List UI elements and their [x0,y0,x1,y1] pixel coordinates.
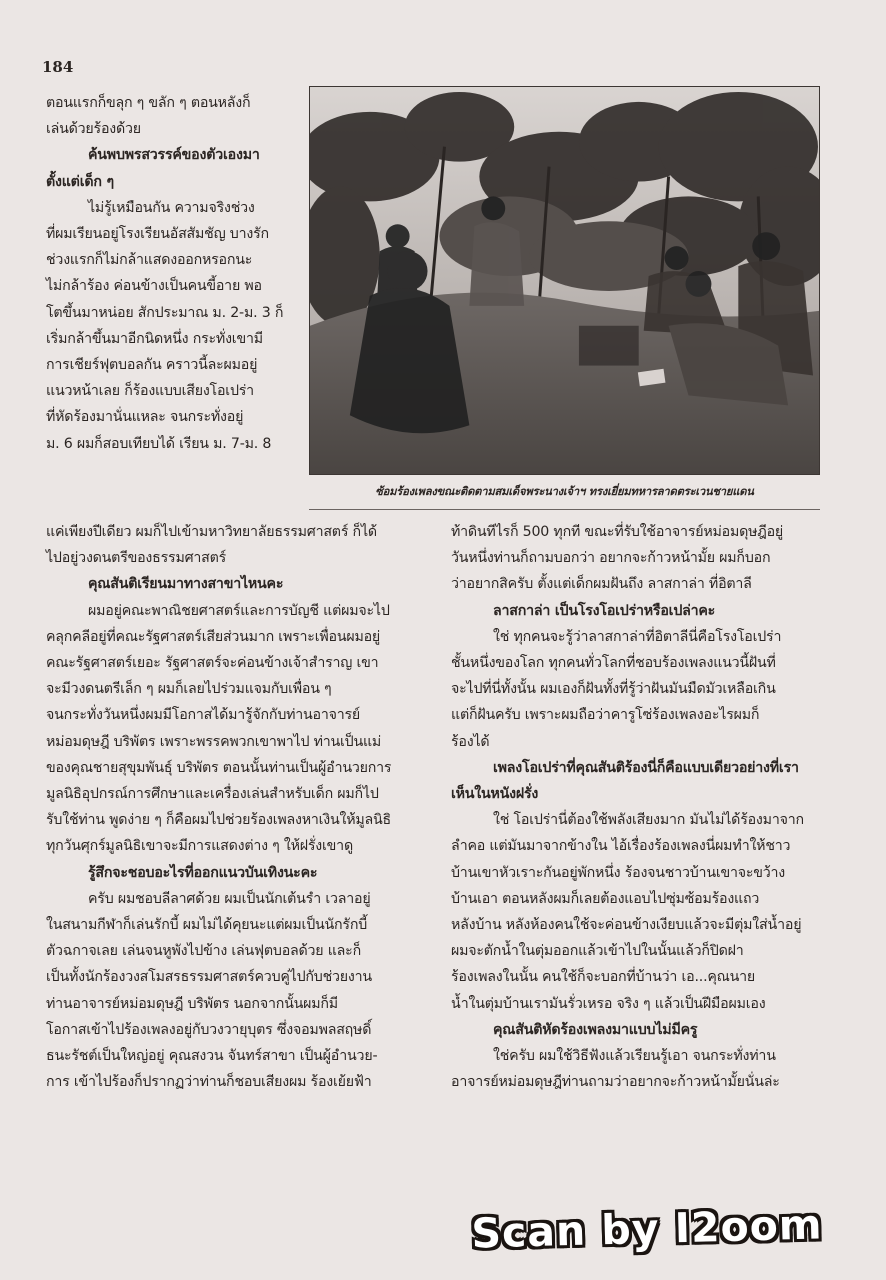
interview-question: ค้นพบพรสวรรค์ของตัวเองมา ตั้งแต่เด็ก ๆ [46,147,260,190]
scanner-watermark: Scan by I2oom [470,1200,824,1258]
interview-answer: ครับ ผมชอบลีลาศด้วย ผมเป็นนักเต้นรำ เวลาอยู่ ในสนามกีฬาก็เล่นรักบี้ ผมไม่ได้คุยนะแต่ผมเป็นนักรักบี้ ตัวฉกาจเลย เล่นจนหูพังไปข้าง เล่นฟุตบอลด้วย และก็ เป็นทั้งนักร้องวงสโมสรธรรมศาสตร์ควบคู่ไปกับช่วยงาน ท่านอาจารย์หม่อมดุษฎี บริพัตร นอกจากนั้นผมก็มี โอกาสเข้าไปร้องเพลงอยู่กับวงวายุบุตร ซึ่งจอมพลสฤษดิ์ ธนะรัชต์เป็นใหญ่อยู่ คุณสงวน จันทร์สาขา เป็นผู้อำนวย- การ เข้าไปร้องก็ปรากฏว่าท่านก็ชอบเสียงผม ร้องเย้ยฟ้า [46,890,378,1091]
page-number: 184 [42,58,74,76]
interview-question: ลาสกาล่า เป็นโรงโอเปร่าหรือเปล่าคะ [493,602,716,619]
paragraph-plain: ท้าดินทีไรก็ 500 ทุกที ขณะที่รับใช้อาจารย์หม่อมดุษฎีอยู่ วันหนึ่งท่านก็ถามบอกว่า อยากจะก้าวหน้ามั้ย ผมก็บอก ว่าอยากสิครับ ตั้งแต่เด็กผมฝันถึง ลาสกาล่า ที่อิตาลี [451,524,784,593]
top-column [46,90,298,457]
paragraph-plain: แค่เพียงปีเดียว ผมก็ไปเข้ามหาวิทยาลัยธรรมศาสตร์ ก็ได้ ไปอยู่วงดนตรีของธรรมศาสตร์ [46,524,377,567]
interview-question: คุณสันติเรียนมาทางสาขาไหนคะ [88,576,284,593]
interview-question: เพลงโอเปร่าที่คุณสันติร้องนี่ก็คือแบบเดียวอย่างที่เรา เห็นในหนังฝรั่ง [451,759,799,803]
article-photo [309,86,820,475]
left-column [46,519,429,1095]
photo-caption: ซ้อมร้องเพลงขณะติดตามสมเด็จพระนางเจ้าฯ ทรงเยี่ยมทหารลาดตระเวนชายแดน [309,478,820,510]
interview-answer: ใช่ ทุกคนจะรู้ว่าลาสกาล่าที่อิตาลีนี่คือโรงโอเปร่า ชั้นหนึ่งของโลก ทุกคนทั่วโลกที่ชอบร้องเพลงแนวนี้ฝันที่ จะไปที่นี่ทั้งนั้น ผมเองก็ฝันทั้งที่รู้ว่าฝันมันมืดมัวเหลือเกิน แต่ก็ฝันครับ เพราะผมถือว่าคารูโซ่ร้องเพลงอะไรผมก็ ร้องได้ [451,628,782,750]
interview-answer: ไม่รู้เหมือนกัน ความจริงช่วง ที่ผมเรียนอยู่โรงเรียนอัสสัมชัญ บางรัก ช่วงแรกก็ไม่กล้าแสดงออกหรอกนะ ไม่กล้าร้อง ค่อนข้างเป็นคนขี้อาย พอ โตขึ้นมาหน่อย สักประมาณ ม. 2-ม. 3 ก็ เริ่มกล้าขึ้นมาอีกนิดหนึ่ง กระทั่งเขามี การเชียร์ฟุตบอลกัน คราวนี้ละผมอยู่ แนวหน้าเลย ก็ร้องแบบเสียงโอเปร่า ที่หัดร้องมานั่นแหละ จนกระทั่งอยู่ ม. 6 ผมก็สอบเทียบได้ เรียน ม. 7-ม. 8 [46,199,284,452]
photo-scene [310,87,819,474]
interview-question: รู้สึกจะชอบอะไรที่ออกแนวบันเทิงนะคะ [88,864,318,881]
interview-answer: ใช่ครับ ผมใช้วิธีฟังแล้วเรียนรู้เอา จนกระทั่งท่าน อาจารย์หม่อมดุษฎีท่านถามว่าอยากจะก้าวหน้ามั้ยนั่นล่ะ [451,1048,780,1091]
interview-answer: ใช่ โอเปร่านี่ต้องใช้พลังเสียงมาก มันไม่ได้ร้องมาจาก ลำคอ แต่มันมาจากข้างใน ไอ้เรื่องร้องเพลงนี่ผมทำให้ชาว บ้านเขาหัวเราะกันอยู่พักหนึ่ง ร้องจนชาวบ้านเขาจะขว้าง บ้านเอา ตอนหลังผมก็เลยต้องแอบไปซุ่มซ้อมร้องแถว หลังบ้าน หลังห้องคนใช้จะค่อนข้างเงียบแล้วจะมีตุ่มใส่น้ำอยู่ ผมจะตักน้ำในตุ่มออกแล้วเข้าไปในนั้นแล้วก็ปิดฝา ร้องเพลงในนั้น คนใช้ก็จะบอกที่บ้านว่า เอ...คุณนาย น้ำในตุ่มบ้านเรามันรั่วเหรอ จริง ๆ แล้วเป็นฝีมือผมเอง [451,812,804,1012]
paragraph-plain: ตอนแรกก็ขลุก ๆ ขลัก ๆ ตอนหลังก็ เล่นด้วยร้องด้วย [46,95,251,138]
right-column [451,519,837,1095]
interview-question: คุณสันติหัดร้องเพลงมาแบบไม่มีครู [493,1021,698,1038]
interview-answer: ผมอยู่คณะพาณิชยศาสตร์และการบัญชี แต่ผมจะไป คลุกคลีอยู่ที่คณะรัฐศาสตร์เสียส่วนมาก เพราะเพื่อนผมอยู่ คณะรัฐศาสตร์เยอะ รัฐศาสตร์จะค่อนข้างเจ้าสำราญ เขา จะมีวงดนตรีเล็ก ๆ ผมก็เลยไปร่วมแจมกับเพื่อน ๆ จนกระทั่งวันหนึ่งผมมีโอกาสได้มารู้จักกับท่านอาจารย์ หม่อมดุษฎี บริพัตร เพราะพรรคพวกเขาพาไป ท่านเป็นแม่ ของคุณชายสุขุมพันธุ์ บริพัตร ตอนนั้นท่านเป็นผู้อำนวยการ มูลนิธิอุปกรณ์การศึกษาและเครื่องเล่นสำหรับเด็ก ผมก็ไป รับใช้ท่าน พูดง่าย ๆ ก็คือผมไปช่วยร้องเพลงหาเงินให้มูลนิธิ ทุกวันศุกร์มูลนิธิเขาจะมีการแสดงต่าง ๆ ให้ฝรั่งเขาดู [46,602,392,855]
